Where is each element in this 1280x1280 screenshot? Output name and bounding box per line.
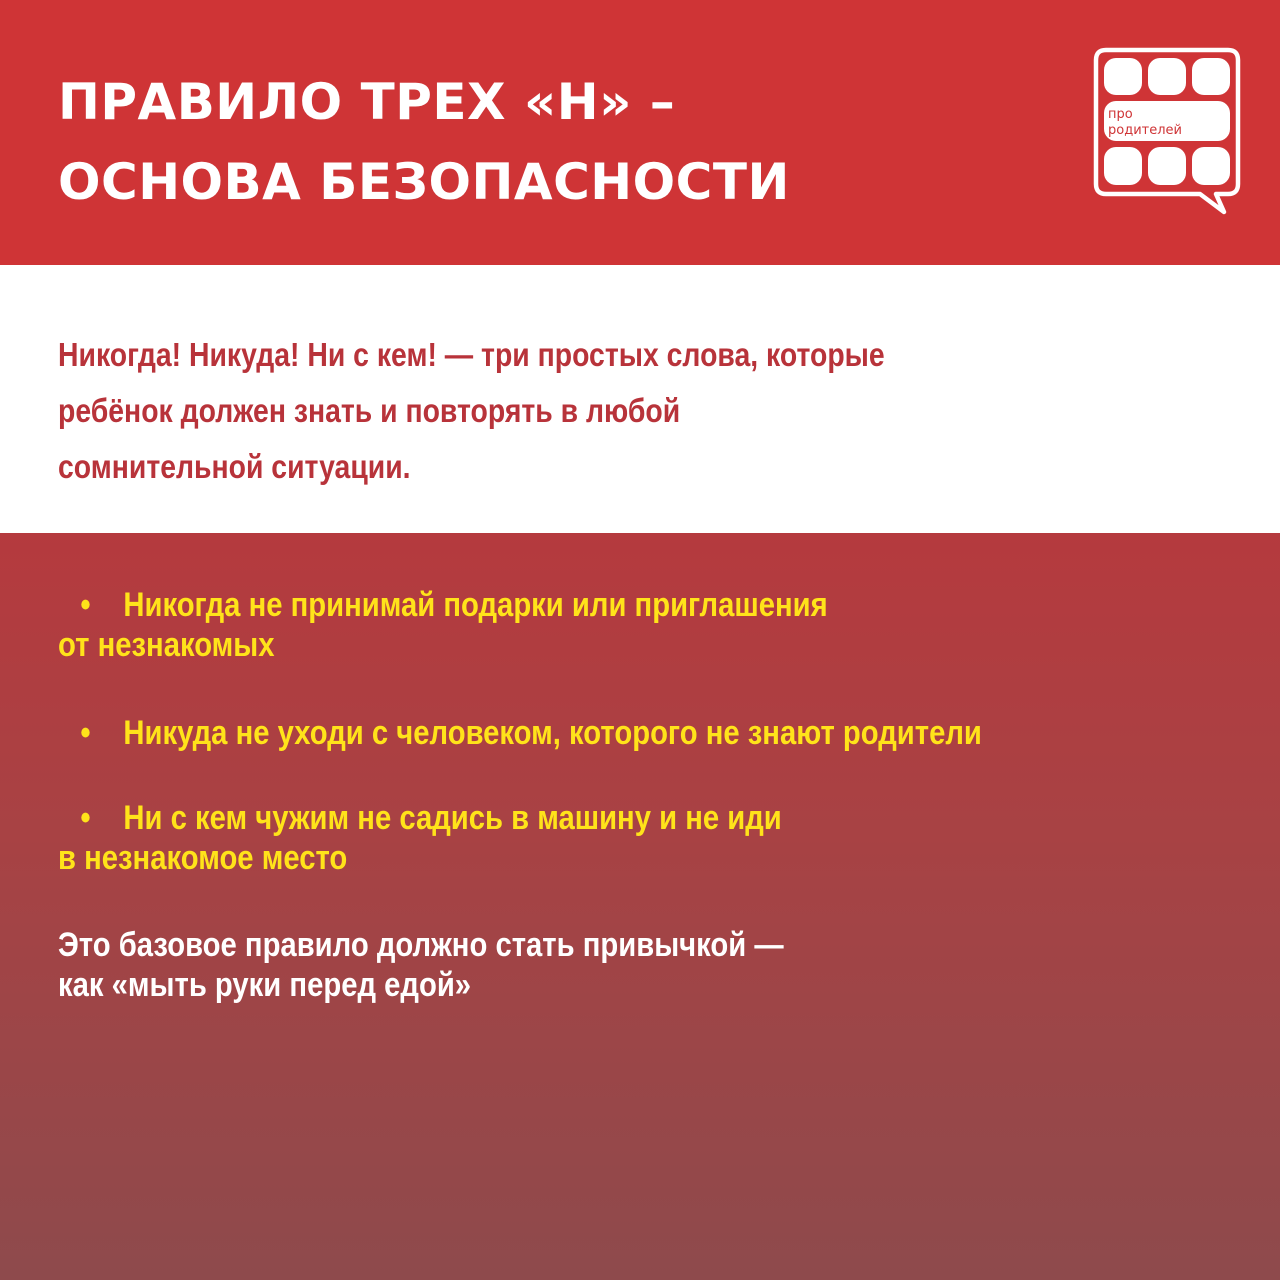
outro-line-2: как «мыть руки перед едой» [58, 966, 472, 1004]
title-line-1: ПРАВИЛО ТРЕХ «Н» – [58, 73, 676, 131]
intro-line-3: сомнительной ситуации. [58, 448, 411, 485]
intro-text [58, 327, 1218, 495]
rule-2-line-1: Никуда не уходи с человеком, которого не знают родители [123, 714, 982, 752]
logo-text-line-1: про [1108, 107, 1133, 122]
intro-line-2: ребёнок должен знать и повторять в любой [58, 392, 681, 429]
speech-bubble-grid-logo-icon [1092, 46, 1242, 218]
logo-text-line-2: родителей [1108, 123, 1182, 138]
bullet-icon: • [80, 714, 91, 752]
rules-section [0, 533, 1280, 1280]
outro-text [58, 925, 902, 1005]
rule-3-line-1: Ни с кем чужим не садись в машину и не иди [123, 799, 782, 837]
rule-item-never [58, 585, 953, 665]
bullet-icon: • [80, 799, 91, 837]
intro-line-1: Никогда! Никуда! Ни с кем! — три простых слова, которые [58, 336, 885, 373]
bullet-icon: • [80, 586, 91, 624]
page-title [58, 62, 790, 222]
intro-section [0, 265, 1280, 533]
title-line-2: ОСНОВА БЕЗОПАСНОСТИ [58, 153, 790, 211]
rule-3-line-2: в незнакомое место [58, 839, 348, 877]
header-banner [0, 0, 1280, 265]
rule-item-nowhere [58, 713, 1132, 753]
rule-1-line-2: от незнакомых [58, 626, 275, 664]
outro-line-1: Это базовое правило должно стать привычкой — [58, 926, 784, 964]
rule-item-nobody [58, 798, 900, 878]
rule-1-line-1: Никогда не принимай подарки или приглашения [123, 586, 828, 624]
